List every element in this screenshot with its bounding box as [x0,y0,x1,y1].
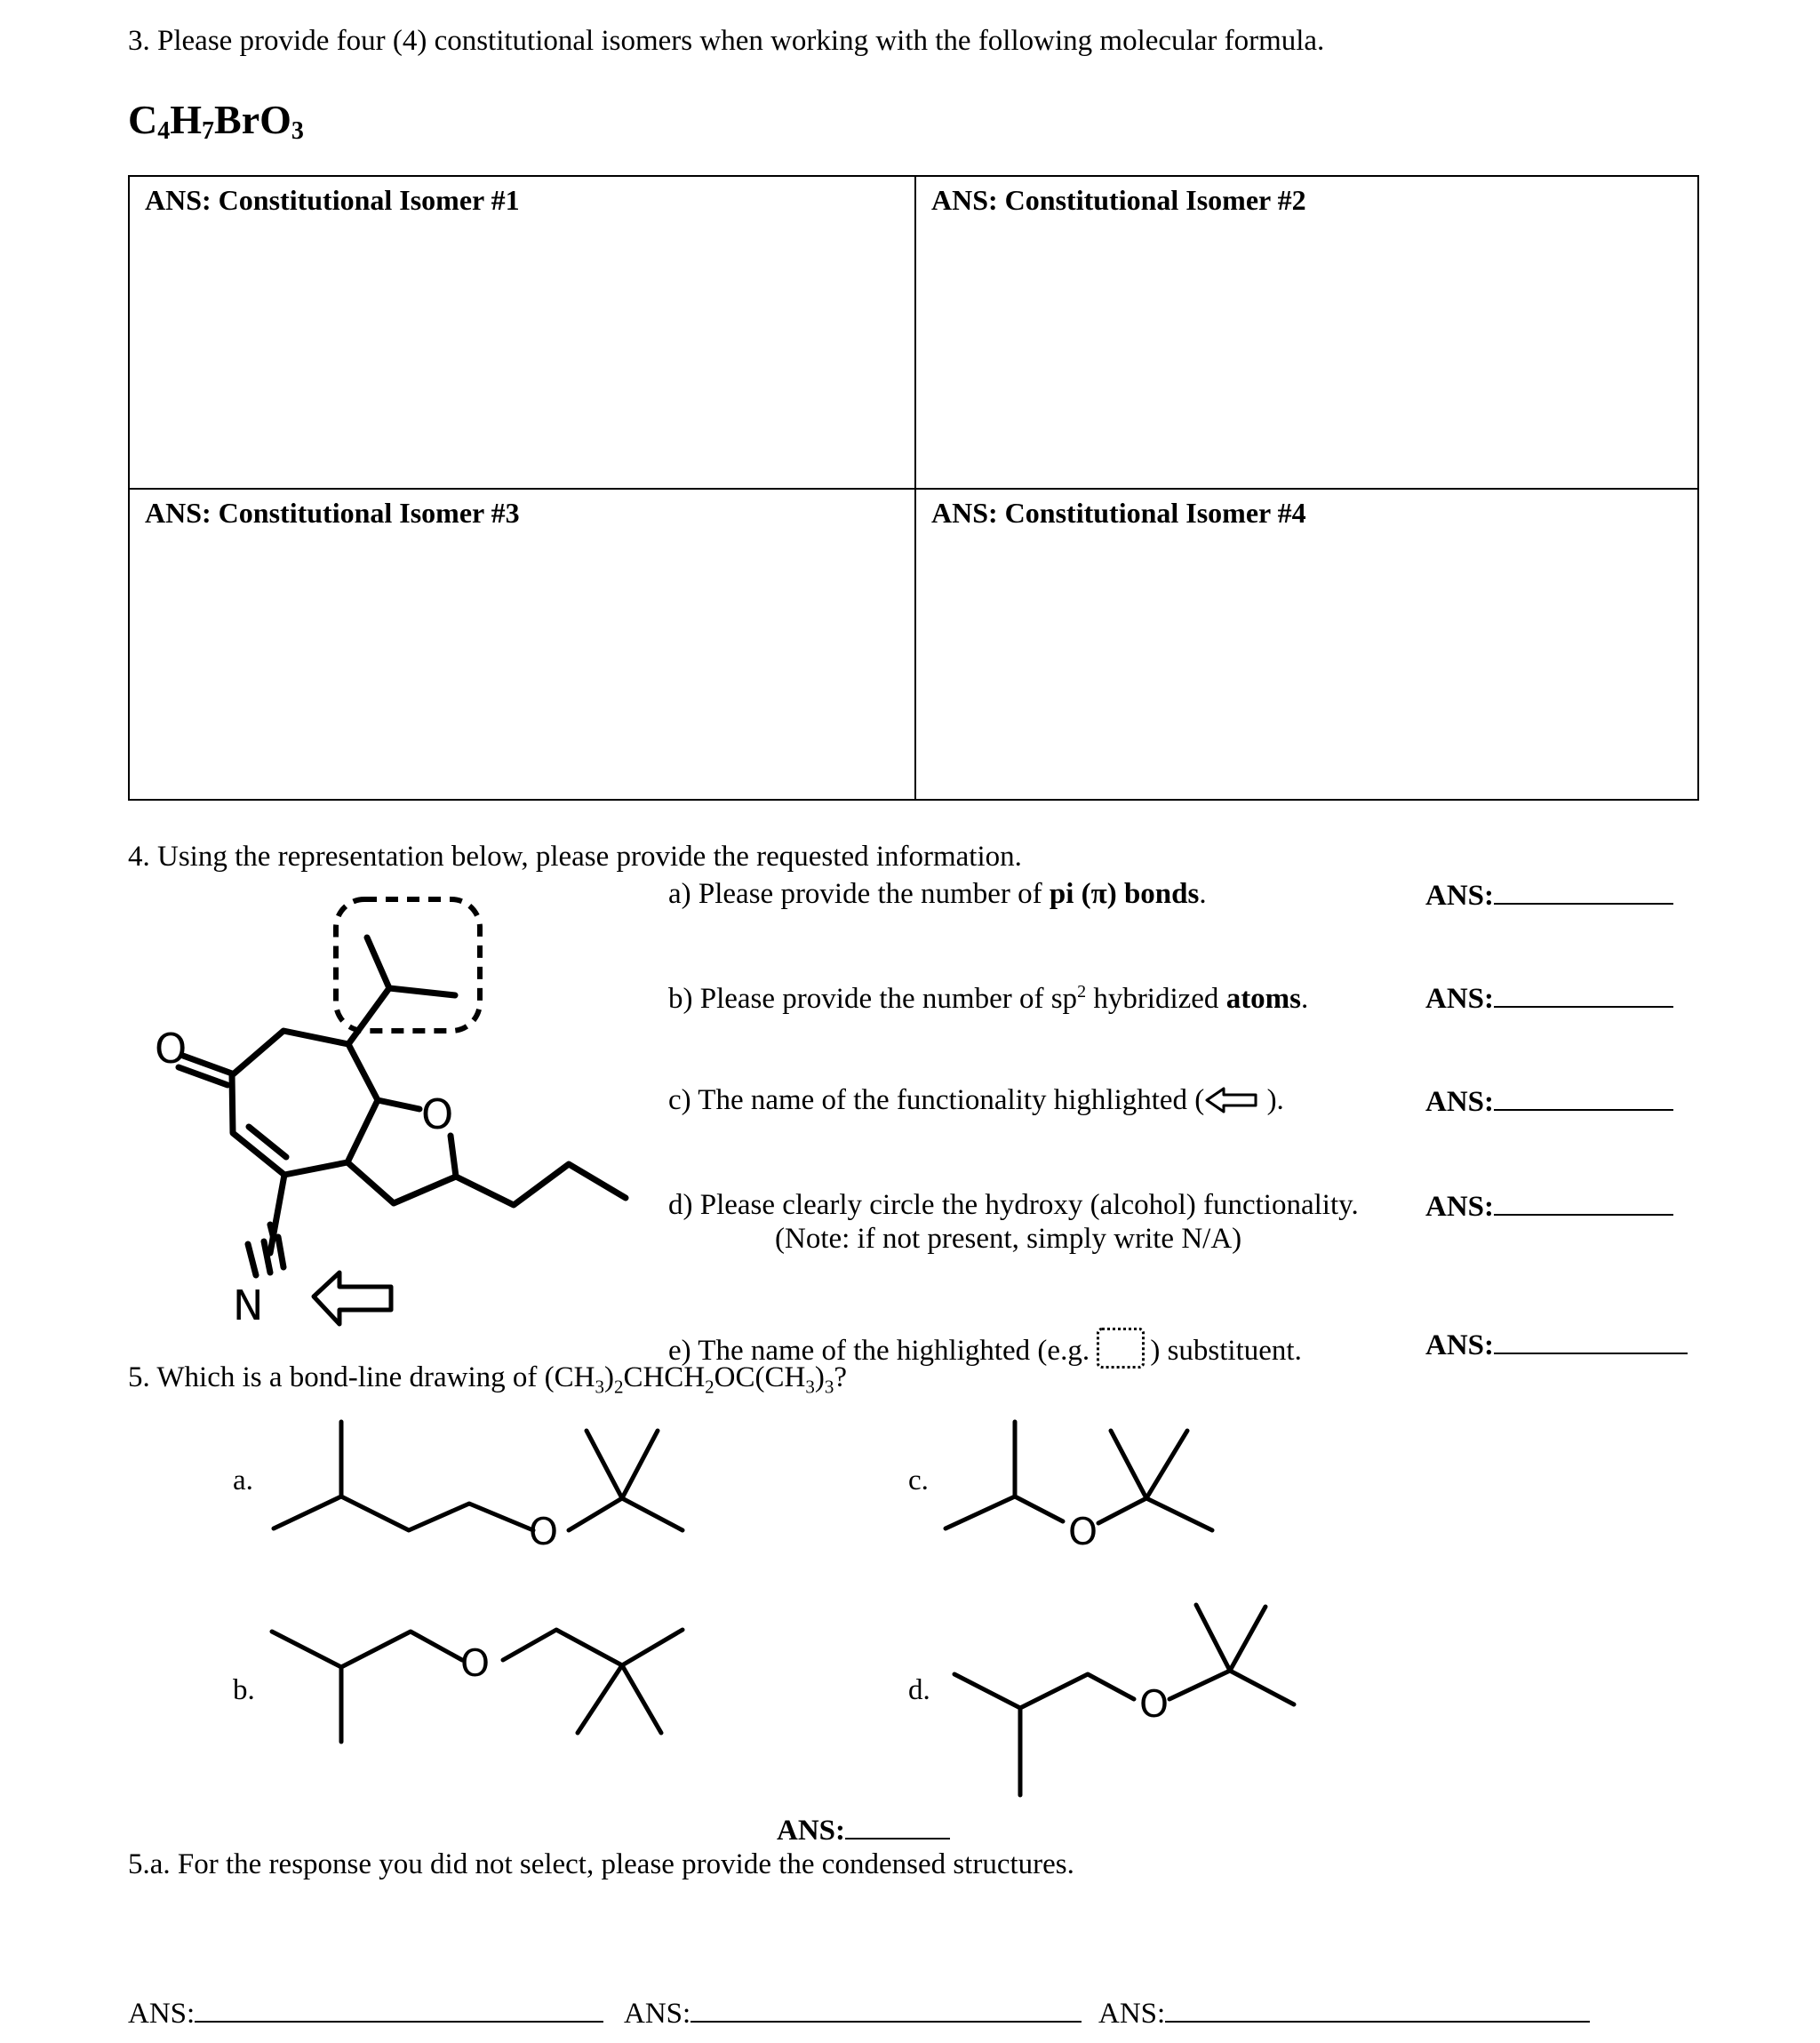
option-d-label[interactable]: d. [908,1674,930,1706]
q5a-answer-2[interactable]: ANS: [624,1996,1082,2031]
formula-c: C [128,97,158,142]
option-a-structure [274,1422,682,1530]
option-b-label[interactable]: b. [233,1674,255,1706]
q4-molecule [142,880,640,1342]
atom-n: N [233,1281,264,1329]
q4c-answer[interactable]: ANS: [1425,1084,1673,1119]
formula-br: Br [214,97,260,142]
option-a-label[interactable]: a. [233,1464,253,1496]
q4b-text: b) Please provide the number of $sp^2$ hybridized atoms. [668,982,1309,1015]
q4e-answer[interactable]: ANS: [1425,1328,1688,1362]
isomer-answer-grid [128,175,1699,801]
q3-prompt: 3. Please provide four (4) constitutional isomers when working with the following molecular formula. [128,25,1325,57]
q4c-text: c) The name of the functionality highlighted ( ). [668,1084,1284,1116]
isopropyl-bond-2 [389,988,455,995]
hollow-arrow-icon [314,1273,391,1324]
q5a-prompt: 5.a. For the response you did not select, please provide the condensed structures. [128,1848,1074,1880]
option-b-atom-o: O [460,1641,491,1685]
option-a-atom-o: O [529,1510,559,1553]
q4d-text: d) Please clearly circle the hydroxy (alcohol) functionality. [668,1189,1359,1221]
isomer-1-label: ANS: Constitutional Isomer #1 [145,184,520,216]
formula-o-count: 3 [291,117,304,145]
substituent-highlight-box [336,899,480,1031]
dotted-box-icon [1097,1328,1145,1369]
nitrile-triple-1 [248,1244,256,1275]
q4b-answer[interactable]: ANS: [1425,981,1673,1016]
q4d-answer[interactable]: ANS: [1425,1189,1673,1224]
nitrile-tick [270,1225,274,1239]
ring-seven [232,1031,378,1175]
formula-h: H [170,97,203,142]
isomer-2-label: ANS: Constitutional Isomer #2 [931,184,1306,216]
formula-o: O [259,97,291,142]
atom-o-ketone: O [155,1025,188,1073]
isomer-4-label: ANS: Constitutional Isomer #4 [931,497,1306,529]
molecular-formula [128,96,304,146]
propyl-chain [456,1164,626,1205]
q4e-text: e) The name of the highlighted (e.g. ) substituent. [668,1328,1302,1369]
formula-h-count: 7 [202,117,215,145]
thf-ring-bonds [347,1136,456,1203]
q4-prompt: 4. Using the representation below, please provide the requested information. [128,841,1022,873]
q4a-answer[interactable]: ANS: [1425,878,1673,913]
option-d-structure [954,1605,1294,1795]
grid-divider-horizontal [130,488,1697,490]
q5-options-drawings [267,1413,1333,1804]
hollow-arrow-icon-inline [1204,1086,1259,1114]
q4d-note: (Note: if not present, simply write N/A) [775,1223,1242,1255]
nitrile-triple-3 [278,1237,283,1267]
bond-c-o1 [378,1100,419,1109]
q5a-answer-1[interactable]: ANS: [128,1996,603,2031]
formula-c-count: 4 [157,117,171,145]
q5-answer[interactable]: ANS: [777,1813,950,1847]
q5a-answer-3[interactable]: ANS: [1098,1996,1590,2031]
q4a-text: a) Please provide the number of pi (π) bonds. [668,878,1207,910]
option-c-label[interactable]: c. [908,1464,929,1496]
isomer-3-label: ANS: Constitutional Isomer #3 [145,497,520,529]
option-c-atom-o: O [1068,1510,1098,1553]
atom-o-ring: O [421,1090,454,1138]
option-d-atom-o: O [1139,1682,1169,1726]
q5-prompt: 5. Which is a bond-line drawing of $(CH_3)_2CHCH_2OC(CH_3)_3$? [128,1361,847,1398]
